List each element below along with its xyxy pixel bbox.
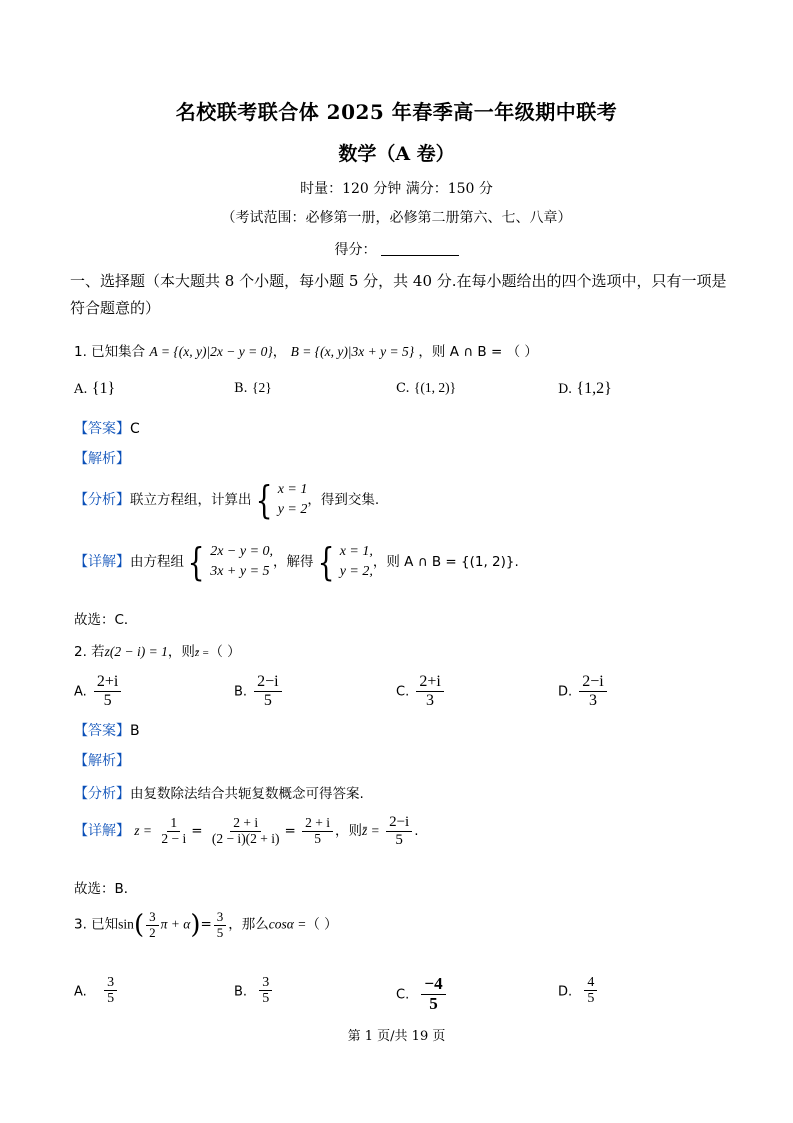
score-line bbox=[0, 239, 793, 259]
q3-option-d: D. $\frac{4}{5}$ bbox=[558, 975, 599, 1007]
exam-scope: （考试范围：必修第一册，必修第二册第六、七、八章） bbox=[221, 210, 572, 226]
q2-option-b: B. $\frac{2-i}{5}$ bbox=[234, 673, 284, 709]
q2-answer: 【答案】B bbox=[74, 723, 140, 739]
q3-option-a: A. $\frac{3}{5}$ bbox=[74, 975, 119, 1007]
q2-stem: 2. 若z(2 − i) = 1，则z̄ =（ ） bbox=[74, 644, 241, 660]
score-blank bbox=[381, 241, 459, 256]
page-footer: 第 1 页/共 19 页 bbox=[347, 1029, 446, 1044]
q1-detail-system: { 2x − y = 0, 3x + y = 5 bbox=[187, 540, 274, 584]
q2-option-c: C. $\frac{2+i}{3}$ bbox=[396, 673, 446, 709]
q2-detail: 【详解】 z = $\frac{1}{2 - i}$ = $\frac{2 + i}{(2 - i)(2 + i)}$ = $\frac{2 + i}{5}$ ，则z̄ = $\frac{2-i}{5}$ . bbox=[74, 814, 419, 848]
q2-analysis-tag: 【解析】 bbox=[74, 753, 130, 769]
q1-detail: 【详解】由方程组 { 2x − y = 0, 3x + y = 5 ，解得 { x = 1, y = 2, ，则 A ∩ B = {(1, 2)}. bbox=[74, 540, 519, 584]
q1-fenxi-system: { x = 1 y = 2 bbox=[255, 478, 308, 522]
exam-title: 名校联考联合体 2025 年春季高一年级期中联考 bbox=[175, 100, 618, 124]
exam-subtitle: 数学（A 卷） bbox=[338, 143, 455, 165]
q1-stem: 1. 已知集合 A = {(x, y)|2x − y = 0}， B = {(x, y)|3x + y = 5} ，则 A ∩ B = （ ） bbox=[74, 344, 538, 360]
q3-stem: 3. 已知sin( $\frac{3}{2}$ π + α)= $\frac{3}{5}$ ，那么cosα =（ ） bbox=[74, 909, 338, 940]
q2-fenxi: 【分析】由复数除法结合共轭复数概念可得答案. bbox=[74, 786, 364, 802]
q1-option-a: A. {1} bbox=[74, 380, 116, 397]
q1-answer: 【答案】C bbox=[74, 421, 140, 437]
score-label: 得分： bbox=[334, 242, 377, 258]
q2-choose: 故选：B． bbox=[74, 881, 138, 897]
q2-option-d: D. $\frac{2-i}{3}$ bbox=[558, 673, 609, 709]
q1-option-c: C. {(1, 2)} bbox=[396, 380, 457, 396]
q1-option-b: B. {2} bbox=[234, 380, 272, 396]
q1-detail-solution: { x = 1, y = 2, bbox=[317, 540, 373, 584]
q1-tail: ，则 A ∩ B = （ ） bbox=[418, 344, 538, 360]
q1-option-d: D. {1,2} bbox=[558, 380, 612, 397]
section-heading: 一、选择题（本大题共 8 个小题，每小题 5 分，共 40 分.在每小题给出的四个选项中，只有一项是符合题意的） bbox=[70, 272, 727, 317]
q3-option-c: C. $\frac{-4}{5}$ bbox=[396, 975, 448, 1013]
q1-lead: 1. 已知集合 bbox=[74, 344, 146, 360]
q1-set-a: A = {(x, y)|2x − y = 0} bbox=[149, 344, 273, 359]
q1-set-b: B = {(x, y)|3x + y = 5} bbox=[290, 344, 415, 359]
exam-meta: 时量：120 分钟 满分：150 分 bbox=[300, 181, 493, 197]
q1-analysis-tag: 【解析】 bbox=[74, 451, 130, 467]
q1-choose: 故选：C． bbox=[74, 612, 138, 628]
q3-option-b: B. $\frac{3}{5}$ bbox=[234, 975, 274, 1007]
q1-fenxi: 【分析】联立方程组，计算出 { x = 1 y = 2 ，得到交集. bbox=[74, 478, 380, 522]
q2-option-a: A. $\frac{2+i}{5}$ bbox=[74, 673, 123, 709]
